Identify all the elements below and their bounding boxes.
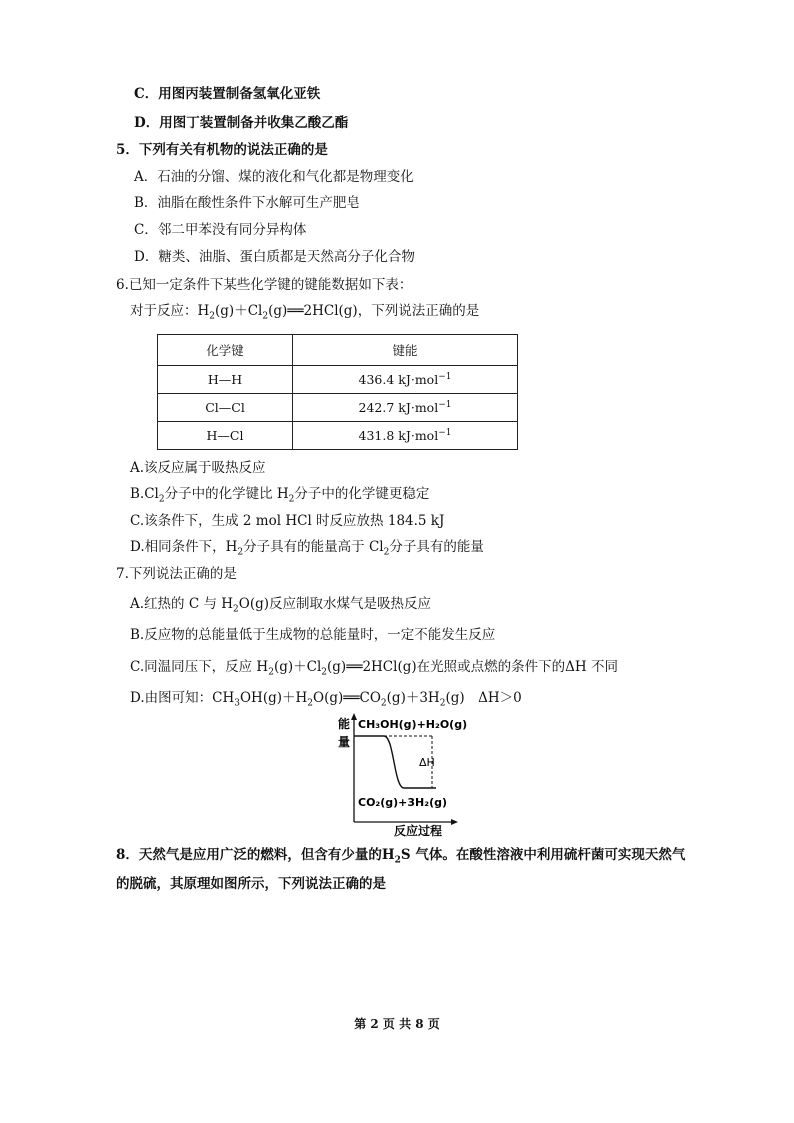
table-cell-bond: H—Cl	[158, 422, 293, 450]
q4-option-c: C．用图丙装置制备氢氧化亚铁	[134, 86, 321, 102]
q7-stem: 7.下列说法正确的是	[116, 566, 237, 582]
table-cell-energy: 431.8 kJ·mol$^{-1}$	[293, 422, 518, 450]
table-row	[158, 422, 518, 450]
q5-option-b: B．油脂在酸性条件下水解可生产肥皂	[134, 195, 360, 211]
q5-option-a: A．石油的分馏、煤的液化和气化都是物理变化	[134, 169, 414, 185]
q5-option-c: C．邻二甲苯没有同分异构体	[134, 222, 307, 238]
q6-option-c: C.该条件下，生成 2 mol HCl 时反应放热 184.5 kJ	[130, 513, 445, 529]
x-axis-label: 反应过程	[394, 824, 443, 837]
q6-option-b: $B.Cl_2$分子中的化学键比 $H_2$分子中的化学键更稳定	[130, 486, 430, 505]
table-row	[158, 366, 518, 394]
q7-option-d: D.由图可知：$CH_3OH(g)+H_2O(g)══CO_2(g)+3H_2(g)$ ΔH＞0	[130, 690, 522, 709]
q4-option-d: D．用图丁装置制备并收集乙酸乙酯	[134, 115, 349, 131]
table-header-energy: 键能	[293, 335, 518, 366]
page-footer: 第 2 页 共 8 页	[354, 1017, 440, 1031]
table-cell-energy: 242.7 kJ·mol$^{-1}$	[293, 394, 518, 422]
q6-reaction: 对于反应：$H_2(g)+Cl_2(g)══2HCl(g)$，下列说法正确的是	[130, 303, 480, 322]
q5-option-d: D．糖类、油脂、蛋白质都是天然高分子化合物	[134, 249, 415, 265]
bond-energy-table	[157, 334, 518, 450]
q7-option-a: A.红热的 C 与 $H_2O(g)$反应制取水煤气是吸热反应	[130, 596, 432, 615]
q6-stem: 6.已知一定条件下某些化学键的键能数据如下表：	[116, 277, 413, 293]
q5-stem: 5．下列有关有机物的说法正确的是	[116, 142, 328, 158]
q6-option-a: A.该反应属于吸热反应	[130, 460, 266, 476]
x-axis-arrow	[451, 819, 458, 825]
q7-option-c: C.同温同压下，反应 $H_2(g)+Cl_2(g)══2HCl(g)$在光照或点燃的条件下的ΔH 不同	[130, 659, 618, 678]
reactant-label: CH₃OH(g)+H₂O(g)	[358, 718, 468, 731]
q7-option-b: B.反应物的总能量低于生成物的总能量时，一定不能发生反应	[130, 627, 496, 643]
table-cell-energy: 436.4 kJ·mol$^{-1}$	[293, 366, 518, 394]
product-label: CO₂(g)+3H₂(g)	[358, 796, 447, 809]
y-axis-label-2: 量	[338, 735, 351, 749]
table-cell-bond: H—H	[158, 366, 293, 394]
q8-line-2: 的脱硫，其原理如图所示，下列说法正确的是	[116, 876, 386, 892]
y-axis-label-1: 能	[338, 717, 351, 731]
table-header-row	[158, 335, 518, 366]
q8-line-1: 8．天然气是应用广泛的燃料，但含有少量的$H_2S$ 气体。在酸性溶液中利用硫杆菌可实现天然气	[116, 847, 686, 866]
table-row	[158, 394, 518, 422]
table-header-bond: 化学键	[158, 335, 293, 366]
y-axis-arrow	[351, 713, 357, 720]
table-cell-bond: Cl—Cl	[158, 394, 293, 422]
delta-h-label: ΔH	[419, 756, 435, 769]
energy-diagram	[322, 712, 482, 837]
q6-option-d: D.相同条件下，$H_2$分子具有的能量高于 $Cl_2$分子具有的能量	[130, 539, 484, 558]
